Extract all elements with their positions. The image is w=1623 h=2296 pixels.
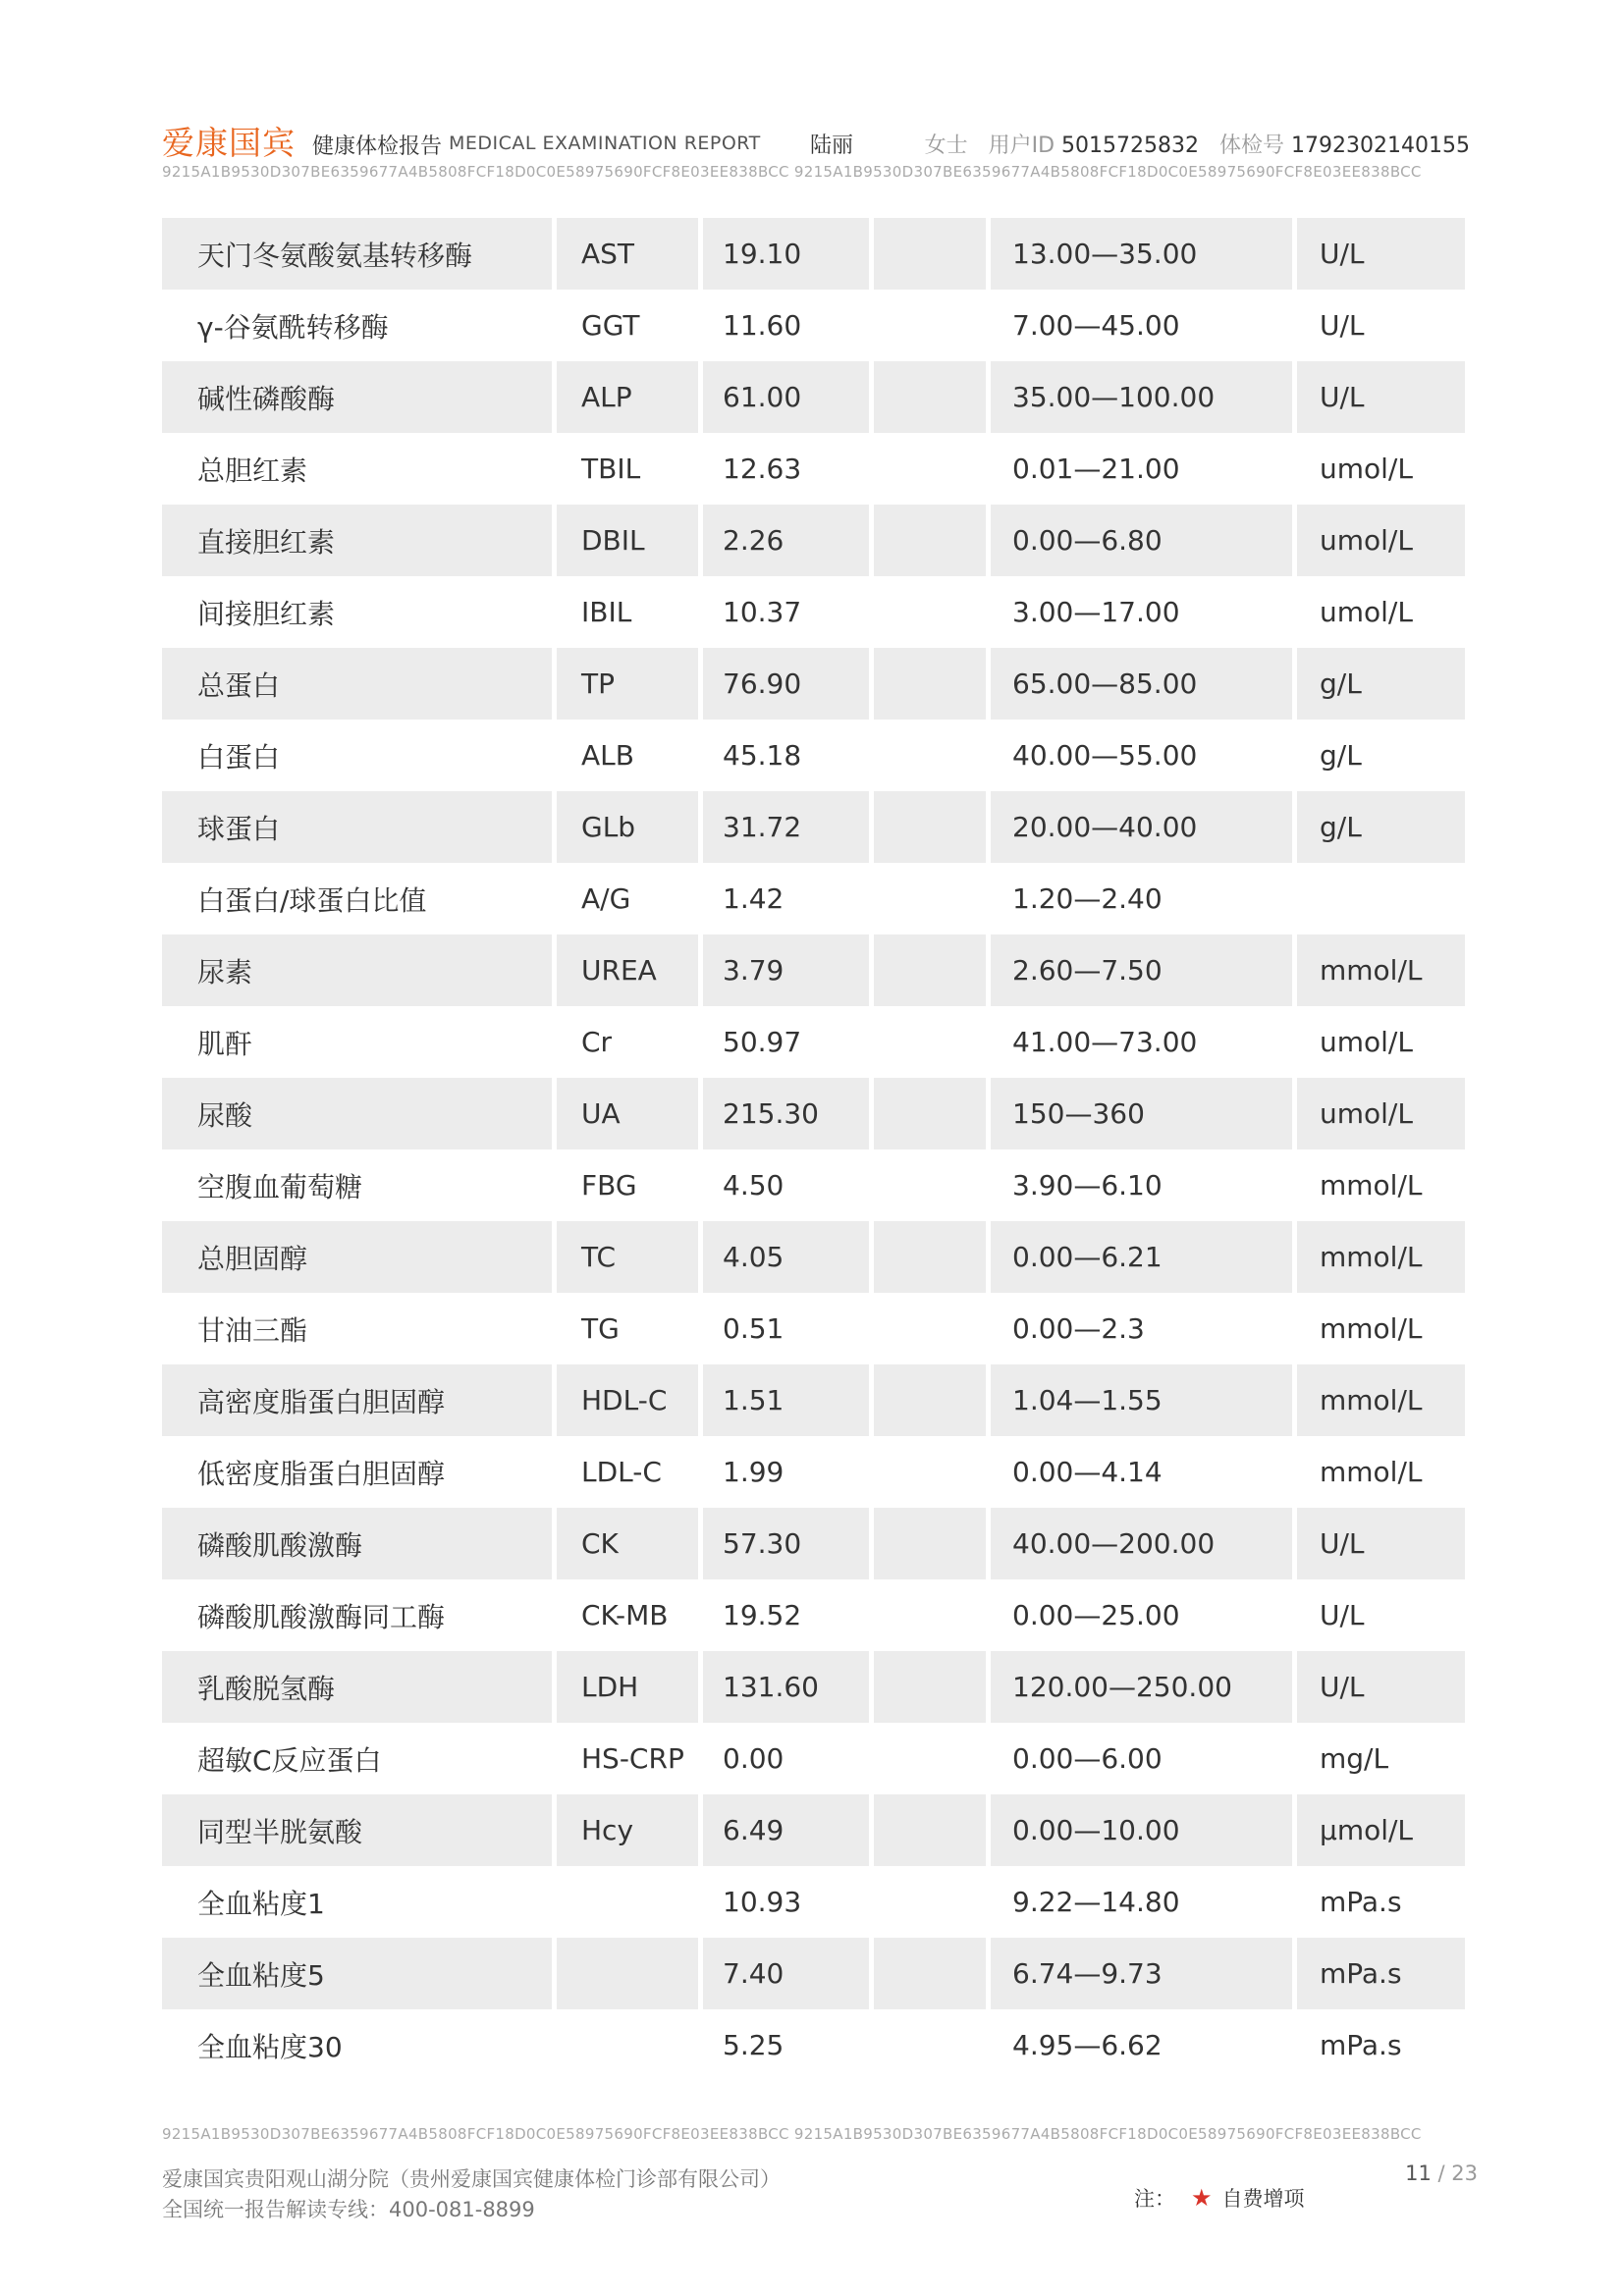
table-row [162,1723,1470,1794]
test-name: 全血粘度5 [162,1938,552,2009]
reference-range: 4.95—6.62 [1012,2029,1163,2061]
test-abbreviation: TG [581,1312,620,1345]
test-abbreviation: CK-MB [581,1599,669,1631]
test-abbreviation: LDH [557,1651,698,1723]
reference-range: 13.00—35.00 [991,218,1292,290]
test-abbreviation [557,1938,698,2009]
test-flag [874,648,986,720]
table-row [162,1149,1470,1221]
test-unit: mmol/L [1320,1169,1423,1201]
hotline [162,2194,535,2223]
table-row [162,576,1470,648]
test-name: 天门冬氨酸氨基转移酶 [162,218,552,290]
hotline-number: 400-081-8899 [389,2198,535,2221]
test-abbreviation: UA [557,1078,698,1149]
test-unit: g/L [1297,791,1465,863]
table-row [162,2009,1470,2081]
table-row [162,1006,1470,1078]
reference-range: 0.00—4.14 [1012,1456,1163,1488]
test-value: 215.30 [703,1078,869,1149]
test-flag [874,1651,986,1723]
test-abbreviation: ALB [581,739,634,772]
table-row [162,1794,1470,1866]
test-abbreviation: CK [557,1508,698,1579]
test-abbreviation: TBIL [581,453,641,485]
test-value: 76.90 [703,648,869,720]
test-unit: umol/L [1320,453,1413,485]
reference-range: 20.00—40.00 [991,791,1292,863]
test-flag [874,720,986,791]
test-abbreviation: TP [557,648,698,720]
test-unit: U/L [1297,218,1465,290]
page-number [1405,2162,1478,2185]
test-value: 57.30 [703,1508,869,1579]
test-name: 磷酸肌酸激酶 [162,1508,552,1579]
test-unit: umol/L [1297,505,1465,576]
test-flag [874,1866,986,1938]
test-value: 19.10 [703,218,869,290]
reference-range: 0.00—10.00 [991,1794,1292,1866]
test-abbreviation: GGT [581,309,640,342]
test-value: 0.51 [723,1312,784,1345]
test-unit: mmol/L [1297,1364,1465,1436]
note-label: 注： [1134,2187,1175,2211]
table-row [162,1866,1470,1938]
test-unit: mmol/L [1320,1312,1423,1345]
test-value: 50.97 [723,1026,802,1058]
test-flag [874,290,986,361]
test-name: 甘油三酯 [197,1313,308,1347]
test-value: 10.93 [723,1886,802,1918]
table-row [162,361,1470,433]
test-flag [874,1293,986,1364]
reference-range: 3.00—17.00 [1012,596,1180,628]
test-name: 总蛋白 [162,648,552,720]
test-name: 碱性磷酸酶 [162,361,552,433]
test-flag [874,1006,986,1078]
exam-no: 1792302140155 [1291,133,1470,158]
test-value: 0.00 [723,1742,784,1775]
test-abbreviation: HS-CRP [581,1742,684,1775]
exam-no-label: 体检号 [1219,133,1285,158]
test-abbreviation [557,2009,698,2081]
test-name: 低密度脂蛋白胆固醇 [197,1457,446,1490]
table-row [162,1508,1470,1579]
test-abbreviation: GLb [557,791,698,863]
test-flag [874,433,986,505]
test-name: 间接胆红素 [197,597,336,630]
test-unit: mg/L [1320,1742,1389,1775]
test-unit: umol/L [1297,1078,1465,1149]
table-row [162,1579,1470,1651]
test-abbreviation: TC [557,1221,698,1293]
test-flag [874,1938,986,2009]
test-flag [874,1794,986,1866]
test-value: 11.60 [723,309,802,342]
note-text: 自费增项 [1221,2187,1305,2211]
reference-range: 6.74—9.73 [991,1938,1292,2009]
test-name: 全血粘度30 [197,2030,343,2063]
test-abbreviation: FBG [581,1169,637,1201]
reference-range: 40.00—200.00 [991,1508,1292,1579]
table-row [162,648,1470,720]
test-value: 3.79 [703,934,869,1006]
brand-logo: 爱康国宾 [162,124,296,162]
table-row [162,290,1470,361]
test-flag [874,505,986,576]
table-row [162,1938,1470,2009]
test-flag [874,2009,986,2081]
test-flag [874,863,986,934]
test-name: 超敏C反应蛋白 [197,1743,382,1777]
test-flag [874,934,986,1006]
test-unit: mmol/L [1297,1221,1465,1293]
report-title-en: MEDICAL EXAMINATION REPORT [449,133,761,154]
test-flag [874,1078,986,1149]
page-total: 23 [1451,2162,1478,2185]
table-row [162,863,1470,934]
reference-range: 0.01—21.00 [1012,453,1180,485]
test-abbreviation: AST [557,218,698,290]
test-abbreviation: Cr [581,1026,613,1058]
test-value: 45.18 [723,739,802,772]
reference-range: 3.90—6.10 [1012,1169,1163,1201]
organization-name: 爱康国宾贵阳观山湖分院（贵州爱康国宾健康体检门诊部有限公司） [162,2167,781,2191]
test-abbreviation [557,1866,698,1938]
test-flag [874,1508,986,1579]
test-unit: mPa.s [1320,1886,1402,1918]
test-unit: mPa.s [1320,2029,1402,2061]
reference-range: 2.60—7.50 [991,934,1292,1006]
test-flag [874,1579,986,1651]
test-unit: μmol/L [1297,1794,1465,1866]
reference-range: 1.20—2.40 [1012,882,1163,915]
test-value: 31.72 [703,791,869,863]
reference-range: 150—360 [991,1078,1292,1149]
test-abbreviation: HDL-C [557,1364,698,1436]
table-row [162,720,1470,791]
hotline-label: 全国统一报告解读专线： [162,2198,389,2221]
table-row [162,1364,1470,1436]
test-value: 1.51 [703,1364,869,1436]
test-unit: U/L [1320,1599,1365,1631]
table-row [162,433,1470,505]
test-value: 7.40 [703,1938,869,2009]
test-value: 1.42 [723,882,784,915]
test-abbreviation: DBIL [557,505,698,576]
page-current: 11 [1405,2162,1432,2185]
test-unit: umol/L [1320,596,1413,628]
test-value: 61.00 [703,361,869,433]
table-row [162,505,1470,576]
test-unit: g/L [1297,648,1465,720]
table-row [162,791,1470,863]
test-name: 总胆固醇 [162,1221,552,1293]
test-flag [874,1221,986,1293]
reference-range: 65.00—85.00 [991,648,1292,720]
test-name: 尿酸 [162,1078,552,1149]
test-unit: g/L [1320,739,1362,772]
test-unit: U/L [1297,1651,1465,1723]
test-value: 10.37 [723,596,802,628]
reference-range: 40.00—55.00 [1012,739,1198,772]
legend-note [1134,2183,1305,2213]
test-flag [874,576,986,648]
test-name: 白蛋白/球蛋白比值 [197,883,427,917]
reference-range: 7.00—45.00 [1012,309,1180,342]
test-abbreviation: LDL-C [581,1456,662,1488]
reference-range: 0.00—2.3 [1012,1312,1145,1345]
test-unit: U/L [1297,1508,1465,1579]
test-unit [1297,863,1465,934]
star-icon: ★ [1191,2184,1213,2212]
report-header [162,118,1470,167]
test-name: 空腹血葡萄糖 [197,1170,363,1203]
test-name: 白蛋白 [197,740,281,774]
reference-range: 9.22—14.80 [1012,1886,1180,1918]
test-name: 直接胆红素 [162,505,552,576]
test-value: 4.05 [703,1221,869,1293]
test-value: 12.63 [723,453,802,485]
reference-range: 1.04—1.55 [991,1364,1292,1436]
test-flag [874,791,986,863]
test-abbreviation: Hcy [557,1794,698,1866]
test-value: 19.52 [723,1599,802,1631]
test-name: 磷酸肌酸激酶同工酶 [197,1600,446,1633]
test-abbreviation: ALP [557,361,698,433]
test-abbreviation: A/G [581,882,631,915]
test-flag [874,1149,986,1221]
header-hash-line: 9215A1B9530D307BE6359677A4B5808FCF18D0C0E58975690FCF8E03EE838BCC 9215A1B9530D307BE6359677A4B5808FCF18D0C0E58975690FCF8E03EE838BCC [162,163,1422,181]
test-abbreviation: UREA [557,934,698,1006]
gender: 女士 [924,133,968,158]
test-name: 球蛋白 [162,791,552,863]
reference-range: 0.00—6.80 [991,505,1292,576]
reference-range: 120.00—250.00 [991,1651,1292,1723]
table-row [162,1293,1470,1364]
report-title-cn: 健康体检报告 [312,134,443,159]
table-row [162,1651,1470,1723]
test-name: 全血粘度1 [197,1887,325,1920]
test-name: 总胆红素 [197,454,308,487]
reference-range: 0.00—6.00 [1012,1742,1163,1775]
test-unit: U/L [1320,309,1365,342]
reference-range: 0.00—6.21 [991,1221,1292,1293]
test-name: γ-谷氨酰转移酶 [197,310,389,344]
test-value: 4.50 [723,1169,784,1201]
test-unit: mmol/L [1320,1456,1423,1488]
test-name: 肌酐 [197,1027,253,1060]
test-unit: mmol/L [1297,934,1465,1006]
test-value: 131.60 [703,1651,869,1723]
test-flag [874,1436,986,1508]
patient-name: 陆丽 [810,133,854,158]
test-abbreviation: IBIL [581,596,632,628]
test-value: 1.99 [723,1456,784,1488]
test-unit: U/L [1297,361,1465,433]
table-row [162,218,1470,290]
test-name: 高密度脂蛋白胆固醇 [162,1364,552,1436]
test-flag [874,1364,986,1436]
footer-hash-line: 9215A1B9530D307BE6359677A4B5808FCF18D0C0E58975690FCF8E03EE838BCC 9215A1B9530D307BE6359677A4B5808FCF18D0C0E58975690FCF8E03EE838BCC [162,2125,1422,2143]
test-value: 2.26 [703,505,869,576]
reference-range: 0.00—25.00 [1012,1599,1180,1631]
table-row [162,934,1470,1006]
test-flag [874,361,986,433]
reference-range: 35.00—100.00 [991,361,1292,433]
reference-range: 41.00—73.00 [1012,1026,1198,1058]
user-id-label: 用户ID [988,133,1055,158]
results-table [162,218,1470,2081]
test-name: 尿素 [162,934,552,1006]
test-name: 同型半胱氨酸 [162,1794,552,1866]
test-value: 5.25 [723,2029,784,2061]
test-unit: mPa.s [1297,1938,1465,2009]
page-separator: / [1431,2162,1452,2185]
test-value: 6.49 [703,1794,869,1866]
test-name: 乳酸脱氢酶 [162,1651,552,1723]
table-row [162,1436,1470,1508]
test-flag [874,218,986,290]
user-id: 5015725832 [1061,133,1200,158]
test-flag [874,1723,986,1794]
test-unit: umol/L [1320,1026,1413,1058]
table-row [162,1221,1470,1293]
patient-info [925,129,1470,159]
table-row [162,1078,1470,1149]
